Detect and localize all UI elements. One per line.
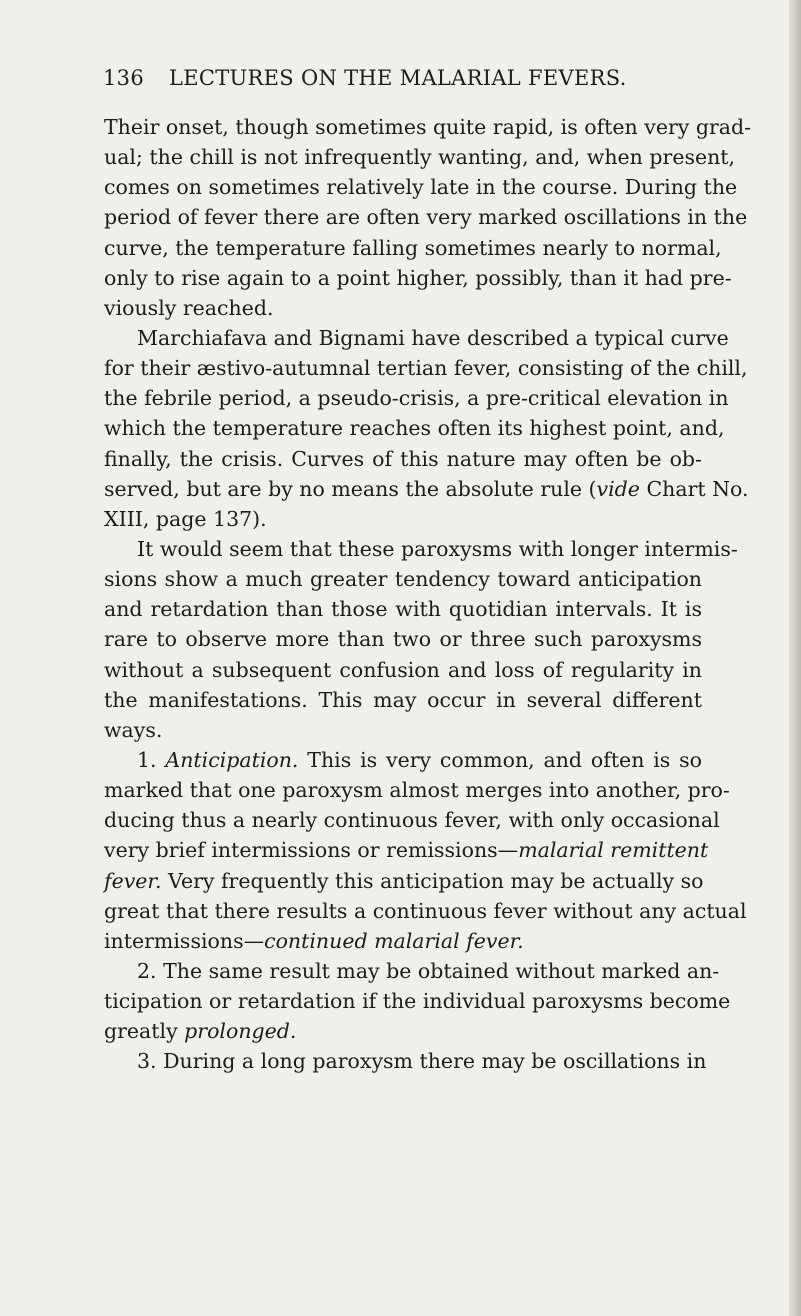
text-line — [104, 474, 749, 504]
text-line: 2. The same result may be obtained without marked an- — [137, 958, 720, 983]
text-line: ways. — [104, 717, 163, 742]
text-run: Chart No. — [639, 476, 749, 501]
text-line: ual; the chill is not infrequently wanting, and, when present, — [104, 145, 736, 170]
body-text — [104, 112, 752, 1077]
text-line: finally, the crisis. Curves of this nature may often be ob- — [104, 446, 702, 471]
italic-run: prolonged. — [184, 1019, 297, 1044]
text-line — [104, 745, 702, 775]
text-line: ducing thus a nearly continuous fever, with only occasional — [104, 808, 720, 833]
running-head: LECTURES ON THE MALARIAL FEVERS. — [169, 66, 627, 90]
italic-run: vide — [596, 476, 640, 501]
text-line: sions show a much greater tendency toward anticipation — [104, 567, 702, 592]
italic-run: continued malarial fever. — [264, 928, 524, 953]
text-line: marked that one paroxysm almost merges into another, pro- — [104, 778, 730, 803]
text-line: rare to observe more than two or three such paroxysms — [104, 627, 702, 652]
page-header — [103, 66, 695, 94]
text-line — [104, 866, 702, 896]
text-run: This is very common, and often is so — [298, 747, 703, 772]
text-line: comes on sometimes relatively late in the course. During the — [104, 175, 738, 200]
text-line: ticipation or retardation if the individual paroxysms become — [104, 989, 731, 1014]
page-edge-shadow — [789, 0, 801, 1316]
text-run: intermissions— — [104, 928, 265, 953]
text-line: without a subsequent confusion and loss of regularity in — [104, 657, 702, 682]
text-run: served, but are by no means the absolute rule ( — [104, 476, 597, 501]
text-line: which the temperature reaches often its highest point, and, — [104, 416, 725, 441]
text-run: 1. — [137, 747, 166, 772]
text-line: curve, the temperature falling sometimes nearly to normal, — [104, 235, 722, 260]
text-line — [104, 835, 709, 865]
text-line: Their onset, though sometimes quite rapid, is often very grad- — [104, 115, 752, 139]
text-line: the manifestations. This may occur in several different — [104, 687, 702, 712]
text-line: the febrile period, a pseudo-crisis, a pre-critical elevation in — [104, 386, 729, 411]
text-run: greatly — [104, 1019, 185, 1044]
italic-run: fever. — [104, 868, 162, 893]
text-line: XIII, page 137). — [104, 506, 267, 531]
text-line — [104, 1016, 702, 1046]
text-line: only to rise again to a point higher, possibly, than it had pre- — [104, 265, 732, 290]
text-line: viously reached. — [104, 295, 274, 320]
text-line: Marchiafava and Bignami have described a typical curve — [137, 325, 729, 350]
text-line: and retardation than those with quotidian intervals. It is — [104, 597, 702, 622]
text-run: very brief intermissions or remissions— — [104, 838, 519, 863]
italic-run: Anticipation. — [165, 747, 299, 772]
text-line — [104, 926, 702, 956]
italic-run: malarial remittent — [518, 838, 709, 863]
page-number: 136 — [103, 66, 144, 90]
text-line: period of fever there are often very marked oscillations in the — [104, 205, 748, 230]
text-line: 3. During a long paroxysm there may be oscillations in — [137, 1049, 707, 1074]
text-line: for their æstivo-autumnal tertian fever, consisting of the chill, — [104, 356, 748, 381]
text-line: It would seem that these paroxysms with longer intermis- — [137, 536, 738, 561]
text-run: Very frequently this anticipation may be actually so — [161, 868, 704, 893]
text-line: great that there results a continuous fever without any actual — [104, 898, 747, 923]
